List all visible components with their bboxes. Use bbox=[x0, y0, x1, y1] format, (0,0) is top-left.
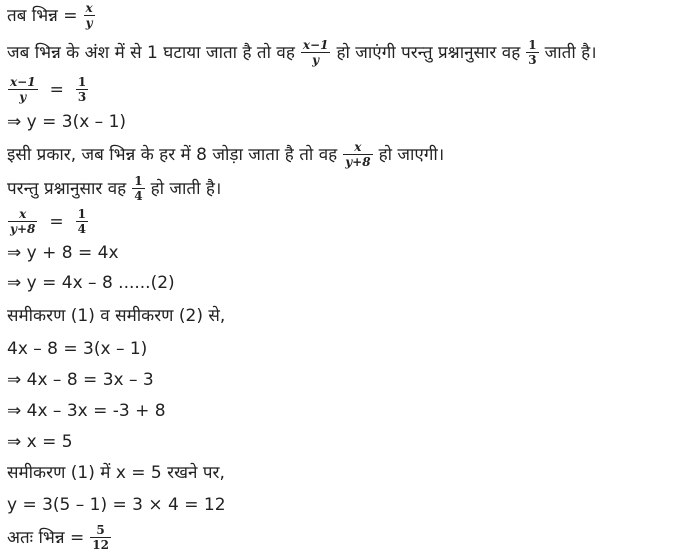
step-line: ⇒ 4x – 3x = -3 + 8 bbox=[7, 401, 166, 421]
equation-1 bbox=[4, 76, 94, 103]
numerator: 1 bbox=[134, 174, 143, 188]
line-text: इसी प्रकार, जब भिन्न के हर में 8 जोड़ा जाता है तो वह bbox=[7, 144, 338, 165]
equals-sign: = bbox=[49, 211, 64, 232]
step-line: ⇒ x = 5 bbox=[7, 432, 73, 452]
line-condition-2b bbox=[7, 175, 221, 202]
numerator: x−1 bbox=[10, 75, 36, 89]
line-condition-1 bbox=[7, 39, 597, 66]
step-line: ⇒ y = 3(x – 1) bbox=[7, 112, 127, 132]
step-line: ⇒ y = 4x – 8 ......(2) bbox=[7, 273, 175, 293]
step-line: समीकरण (1) में x = 5 रखने पर, bbox=[7, 463, 225, 483]
fraction-one-third bbox=[526, 39, 538, 66]
fraction-five-twelfths bbox=[90, 524, 111, 551]
numerator: x bbox=[19, 207, 27, 221]
denominator: y+8 bbox=[345, 155, 371, 169]
fraction-one-third bbox=[76, 76, 88, 103]
denominator: 3 bbox=[528, 53, 537, 67]
fraction-x-over-y-plus-8 bbox=[343, 141, 372, 168]
fraction-one-fourth bbox=[76, 208, 88, 235]
fraction-x-minus-1-over-y bbox=[301, 39, 331, 66]
line-text: जब भिन्न के अंश में से 1 घटाया जाता है तो वह bbox=[7, 42, 295, 63]
numerator: 1 bbox=[77, 207, 86, 221]
denominator: y+8 bbox=[10, 222, 36, 236]
line-fraction-def bbox=[7, 2, 101, 29]
step-line: y = 3(5 – 1) = 3 × 4 = 12 bbox=[7, 495, 226, 515]
step-line: 4x – 8 = 3(x – 1) bbox=[7, 339, 148, 359]
line-condition-2 bbox=[7, 141, 444, 168]
fraction-one-fourth bbox=[132, 175, 144, 202]
line-text: हो जाएंगी परन्तु प्रश्नानुसार वह bbox=[336, 42, 521, 63]
line-text: जाती है। bbox=[544, 42, 597, 63]
line-text: तब भिन्न = bbox=[7, 5, 78, 26]
denominator: y bbox=[312, 53, 320, 67]
denominator: 3 bbox=[77, 90, 87, 104]
fraction-x-minus-1-over-y bbox=[8, 76, 38, 103]
denominator: 4 bbox=[77, 222, 86, 236]
numerator: x bbox=[85, 1, 93, 15]
fraction-x-over-y-plus-8 bbox=[8, 208, 37, 235]
step-line: ⇒ y + 8 = 4x bbox=[7, 243, 119, 263]
denominator: y bbox=[85, 16, 93, 30]
numerator: 1 bbox=[528, 38, 537, 52]
line-text: अतः भिन्न = bbox=[7, 527, 85, 548]
denominator: 4 bbox=[134, 189, 143, 203]
equals-sign: = bbox=[49, 79, 64, 100]
fraction-x-over-y bbox=[84, 2, 95, 29]
step-line: ⇒ 4x – 8 = 3x – 3 bbox=[7, 370, 154, 390]
line-final-answer bbox=[7, 524, 117, 551]
numerator: 5 bbox=[96, 523, 105, 537]
numerator: x−1 bbox=[302, 38, 329, 52]
line-text: हो जाएगी। bbox=[378, 144, 445, 165]
numerator: x bbox=[354, 140, 362, 154]
numerator: 1 bbox=[77, 75, 87, 89]
denominator: y bbox=[19, 90, 27, 104]
line-text: हो जाती है। bbox=[150, 178, 222, 199]
step-line: समीकरण (1) व समीकरण (2) से, bbox=[7, 306, 226, 326]
denominator: 12 bbox=[92, 538, 109, 552]
line-text: परन्तु प्रश्नानुसार वह bbox=[7, 178, 127, 199]
equation-2 bbox=[4, 208, 94, 235]
